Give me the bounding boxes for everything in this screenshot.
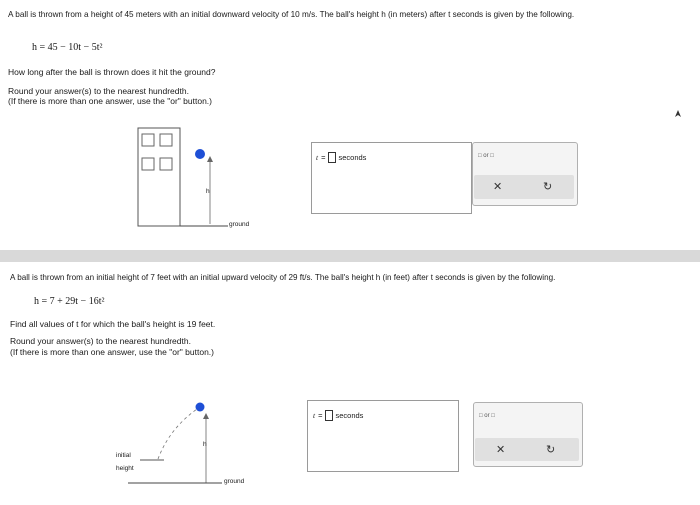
- ball-shape: [195, 149, 205, 159]
- problem-2-or-button[interactable]: □ or □: [479, 413, 495, 419]
- undo-icon[interactable]: ↻: [546, 444, 556, 456]
- ball-path: [158, 407, 200, 459]
- problem-2-ground-label: ground: [224, 478, 245, 485]
- problem-1-intro: A ball is thrown from a height of 45 meters with an initial downward velocity of 10 m/s. The ball's height h (in meters) after t seconds is given by the following.: [8, 10, 575, 19]
- equals-sign: =: [321, 153, 326, 162]
- problem-2-or-instruction: (If there is more than one answer, use the "or" button.): [10, 347, 215, 357]
- problem-2-panel: [0, 262, 700, 505]
- unit-label: seconds: [338, 153, 367, 162]
- problem-1-answer-row: [316, 152, 366, 163]
- cursor-icon: [673, 109, 683, 119]
- problem-2-action-bar: [475, 438, 579, 461]
- problem-2-height-label: height: [116, 465, 134, 472]
- problem-1-panel: [0, 0, 700, 250]
- ball-shape: [196, 403, 205, 412]
- close-icon[interactable]: ✕: [493, 181, 503, 193]
- problem-1-or-instruction: (If there is more than one answer, use the "or" button.): [8, 96, 213, 106]
- problem-2-round-instruction: Round your answer(s) to the nearest hundredth.: [10, 336, 191, 346]
- undo-icon[interactable]: ↻: [543, 181, 553, 193]
- problem-1-action-bar: [474, 175, 574, 199]
- problem-1-or-button[interactable]: □ or □: [478, 153, 494, 159]
- answer-variable: t: [313, 411, 316, 420]
- problem-1-answer-input[interactable]: [328, 152, 336, 163]
- problem-2-h-label: h: [203, 441, 207, 448]
- answer-variable: t: [316, 153, 319, 162]
- problem-1-equation: h = 45 − 10t − 5t²: [32, 42, 103, 53]
- problem-2-question: Find all values of t for which the ball's height is 19 feet.: [10, 319, 216, 329]
- problem-2-answer-row: [313, 410, 363, 421]
- problem-2-initial-label: initial: [116, 452, 131, 459]
- arrow-head: [203, 413, 209, 419]
- section-divider: [0, 250, 700, 262]
- problem-1-h-label: h: [206, 188, 210, 195]
- building-shape: [138, 128, 180, 226]
- problem-1-figure: [130, 120, 270, 232]
- problem-1-round-instruction: Round your answer(s) to the nearest hundredth.: [8, 86, 189, 96]
- problem-2-intro: A ball is thrown from an initial height of 7 feet with an initial upward velocity of 29 ft/s. The ball's height h (in feet) after t seconds is given by the following.: [10, 273, 556, 282]
- problem-1-question: How long after the ball is thrown does it hit the ground?: [8, 67, 216, 77]
- unit-label: seconds: [335, 411, 364, 420]
- problem-1-ground-label: ground: [229, 221, 250, 228]
- arrow-head: [207, 156, 213, 162]
- equals-sign: =: [318, 411, 323, 420]
- problem-2-answer-input[interactable]: [325, 410, 333, 421]
- problem-2-equation: h = 7 + 29t − 16t²: [34, 296, 105, 307]
- close-icon[interactable]: ✕: [496, 444, 506, 456]
